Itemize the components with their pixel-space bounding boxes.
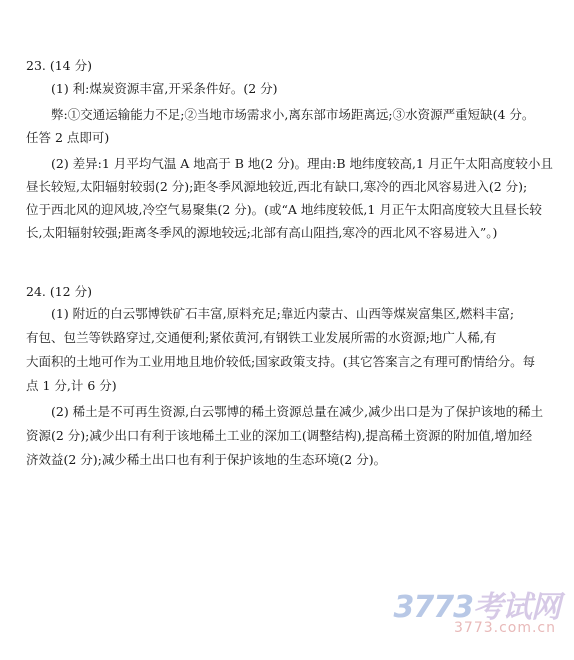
q23-answer-2-line2: 昼长较短,太阳辐射较弱(2 分);距冬季风源地较近,西北有缺口,寒冷的西北风容易进入(2 分); <box>26 179 528 194</box>
watermark-url: 3773.com.cn <box>454 620 556 636</box>
q23-answer-2-line1: (2) 差异:1 月平均气温 A 地高于 B 地(2 分)。理由:B 地纬度较高,1 月正午太阳高度较小且 <box>51 156 553 171</box>
q24-answer-2-line2: 资源(2 分);减少出口有利于该地稀土工业的深加工(调整结构),提高稀土资源的附加值,增加经 <box>26 428 533 443</box>
q24-answer-1-line4: 点 1 分,计 6 分) <box>26 378 117 393</box>
q23-answer-1-disadvantage-cont: 任答 2 点即可) <box>26 130 110 145</box>
q24-answer-2-line3: 济效益(2 分);减少稀土出口也有利于保护该地的生态环境(2 分)。 <box>26 452 387 467</box>
q24-answer-1-line1: (1) 附近的白云鄂博铁矿石丰富,原料充足;靠近内蒙古、山西等煤炭富集区,燃料丰富; <box>51 306 515 321</box>
q23-answer-1-advantage: (1) 利:煤炭资源丰富,开采条件好。(2 分) <box>51 81 278 96</box>
q24-answer-1-line2: 有包、包兰等铁路穿过,交通便利;紧依黄河,有钢铁工业发展所需的水资源;地广人稀,有 <box>26 330 497 345</box>
q23-answer-1-disadvantage: 弊:①交通运输能力不足;②当地市场需求小,离东部市场距离远;③水资源严重短缺(4 分。 <box>51 107 535 122</box>
q23-answer-2-line3: 位于西北风的迎风坡,冷空气易聚集(2 分)。(或“A 地纬度较低,1 月正午太阳高度较大且昼长较 <box>26 202 542 217</box>
q23-answer-2-line4: 长,太阳辐射较强;距离冬季风的源地较远;北部有高山阻挡,寒冷的西北风不容易进入”。) <box>26 225 498 240</box>
q24-answer-1-line3: 大面积的土地可作为工业用地且地价较低;国家政策支持。(其它答案言之有理可酌情给分。每 <box>26 354 536 369</box>
watermark-logo-text: 考试网 <box>473 590 560 625</box>
watermark-logo-number: 3773 <box>393 590 473 625</box>
q24-answer-2-line1: (2) 稀土是不可再生资源,白云鄂博的稀土资源总量在减少,减少出口是为了保护该地的稀土 <box>51 404 544 419</box>
watermark <box>390 582 560 642</box>
question-23-title: 23. (14 分) <box>26 58 92 73</box>
question-24-title: 24. (12 分) <box>26 284 92 299</box>
